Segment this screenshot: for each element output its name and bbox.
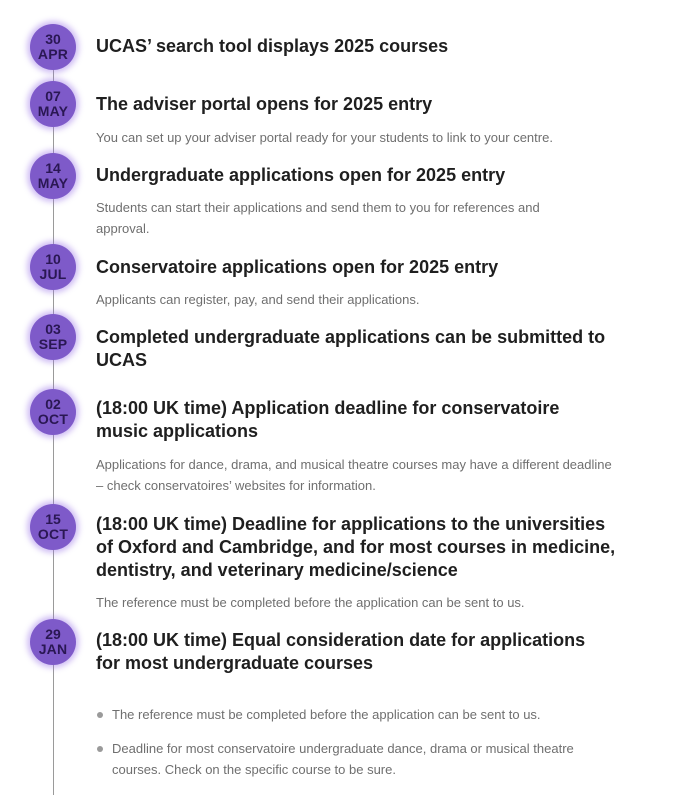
date-month: SEP xyxy=(38,336,68,352)
date-month: MAY xyxy=(37,175,69,191)
date-month: JUL xyxy=(39,266,67,282)
date-day: 30 xyxy=(45,31,61,47)
bullet-text: Deadline for most conservatoire undergraduate dance, drama or musical theatre courses. Check on the specific course to be sure. xyxy=(112,741,574,777)
date-badge xyxy=(30,389,76,435)
date-day: 29 xyxy=(45,626,61,642)
date-day: 15 xyxy=(45,511,61,527)
date-badge xyxy=(30,619,76,665)
date-badge xyxy=(30,244,76,290)
date-month: MAY xyxy=(37,103,69,119)
date-badge xyxy=(30,153,76,199)
bullet-dot-icon xyxy=(97,712,103,718)
bullet-item xyxy=(96,738,576,780)
date-day: 14 xyxy=(45,160,61,176)
date-month: OCT xyxy=(37,526,69,542)
event-title: Conservatoire applications open for 2025 entry xyxy=(96,257,499,277)
event-description: Students can start their applications and send them to you for references and approval. xyxy=(96,200,540,236)
date-day: 02 xyxy=(45,396,61,412)
date-badge xyxy=(30,81,76,127)
bullet-text: The reference must be completed before the application can be sent to us. xyxy=(112,707,541,722)
date-month: OCT xyxy=(37,411,69,427)
date-month: JAN xyxy=(38,641,68,657)
event-title: Undergraduate applications open for 2025 entry xyxy=(96,165,506,185)
event-title: (18:00 UK time) Equal consideration date for applications for most undergraduate courses xyxy=(96,630,586,673)
event-title: (18:00 UK time) Deadline for applications to the universities of Oxford and Cambridge, and for most courses in medicine, dentistry, and veterinary medicine/science xyxy=(96,514,616,580)
bullet-dot-icon xyxy=(97,746,103,752)
date-day: 07 xyxy=(45,88,61,104)
event-description: You can set up your adviser portal ready for your students to link to your centre. xyxy=(96,130,553,145)
date-badge xyxy=(30,24,76,70)
event-title: (18:00 UK time) Application deadline for conservatoire music applications xyxy=(96,398,560,441)
event-title: The adviser portal opens for 2025 entry xyxy=(96,94,433,114)
date-day: 03 xyxy=(45,321,61,337)
bullet-item xyxy=(96,704,596,725)
event-description: The reference must be completed before the application can be sent to us. xyxy=(96,595,525,610)
date-day: 10 xyxy=(45,251,61,267)
date-badge xyxy=(30,314,76,360)
date-badge xyxy=(30,504,76,550)
event-description: Applications for dance, drama, and musical theatre courses may have a different deadline – check conservatoires’ websites for information. xyxy=(96,457,612,493)
event-title: Completed undergraduate applications can be submitted to UCAS xyxy=(96,327,606,370)
date-month: APR xyxy=(37,46,69,62)
event-description: Applicants can register, pay, and send their applications. xyxy=(96,292,420,307)
event-title: UCAS’ search tool displays 2025 courses xyxy=(96,36,449,56)
